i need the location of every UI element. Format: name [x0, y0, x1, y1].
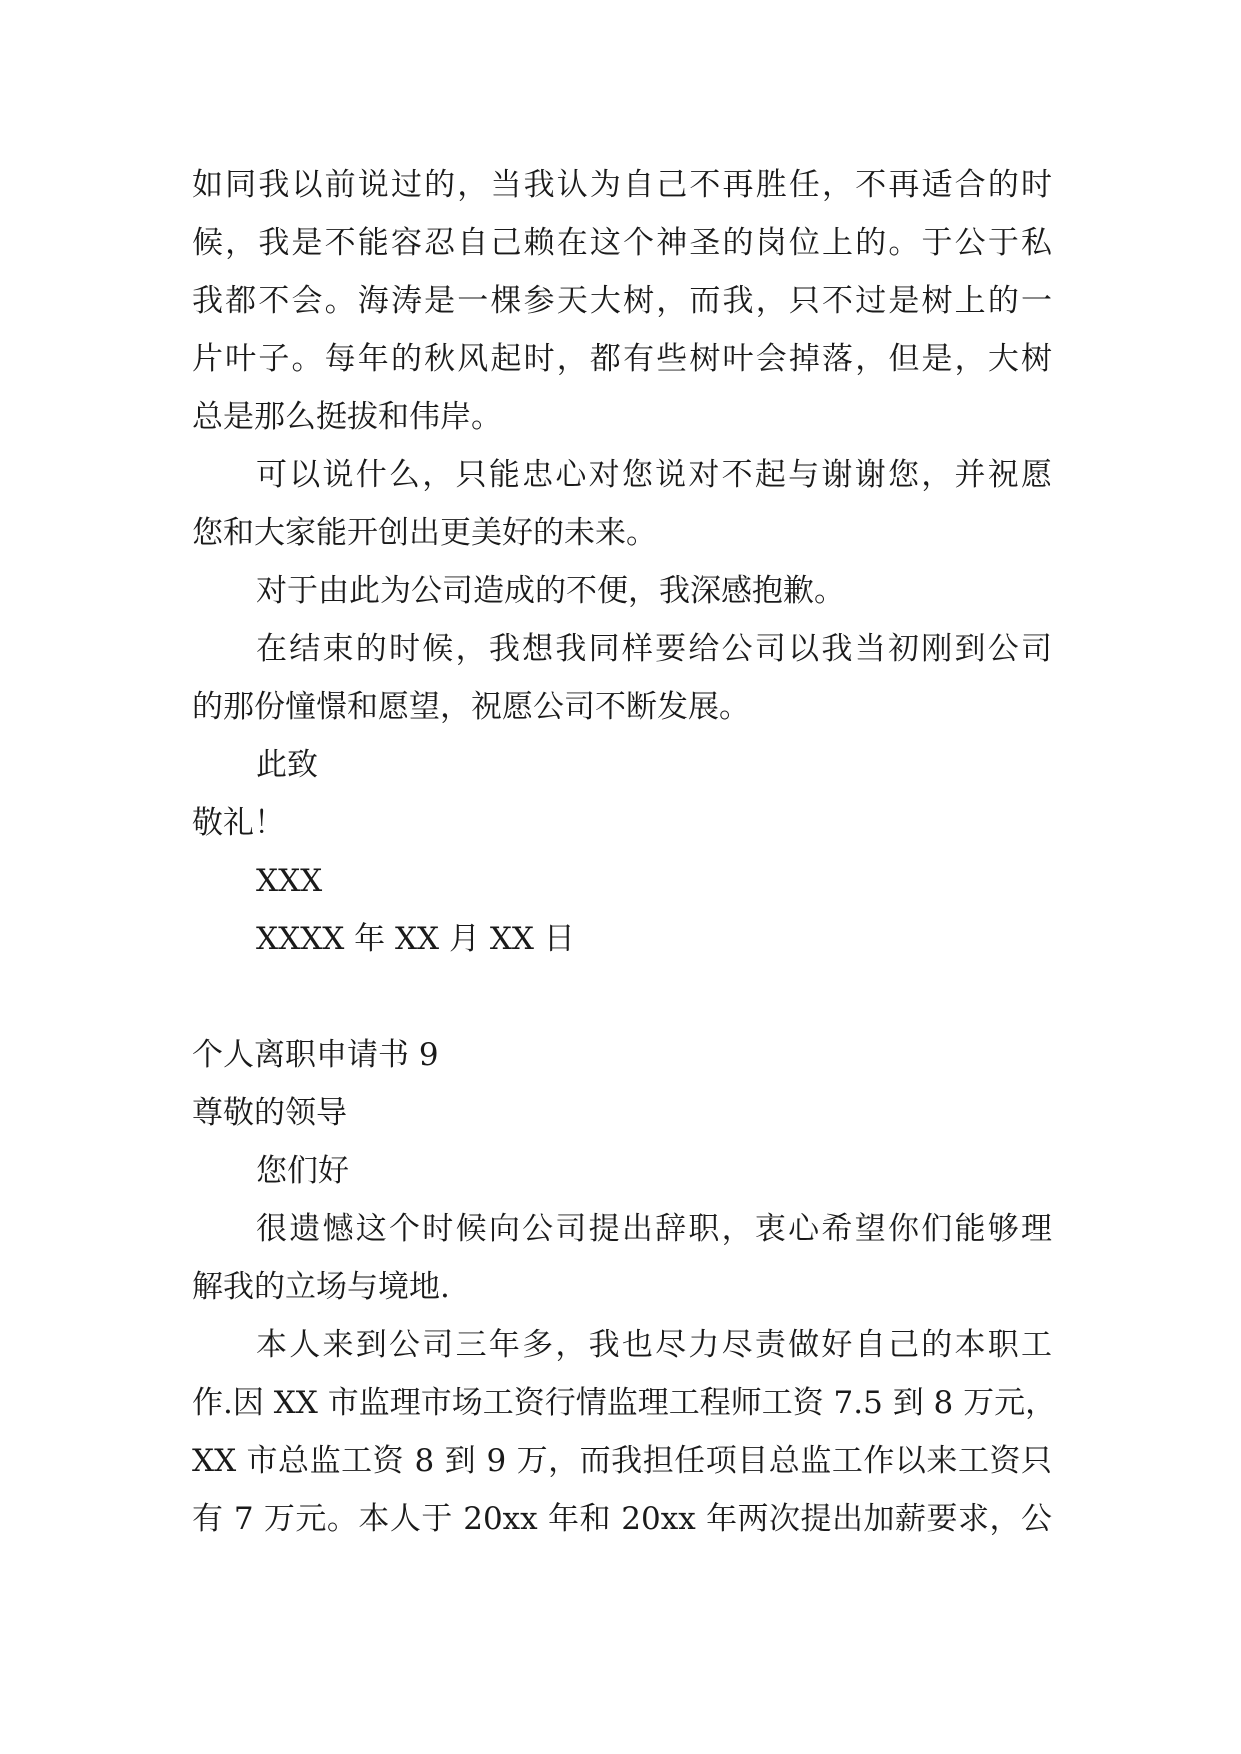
paragraph-line: 对于由此为公司造成的不便，我深感抱歉。: [256, 573, 845, 609]
signature: XXX: [256, 863, 323, 899]
paragraph-line: 很遗憾这个时候向公司提出辞职，衷心希望你们能够理: [256, 1211, 1052, 1247]
paragraph-line: 本人来到公司三年多，我也尽力尽责做好自己的本职工: [256, 1327, 1052, 1363]
paragraph-line: 可以说什么，只能忠心对您说对不起与谢谢您，并祝愿: [256, 457, 1052, 493]
paragraph-line: 候，我是不能容忍自己赖在这个神圣的岗位上的。于公于私: [192, 225, 1052, 261]
date: XXXX 年 XX 月 XX 日: [256, 921, 575, 957]
paragraph-line: 您和大家能开创出更美好的未来。: [192, 515, 657, 551]
salutation: 尊敬的领导: [192, 1095, 347, 1131]
paragraph-line: 总是那么挺拔和伟岸。: [192, 399, 502, 435]
paragraph-line: 如同我以前说过的，当我认为自己不再胜任，不再适合的时: [192, 167, 1052, 203]
section-title: 个人离职申请书 9: [192, 1037, 439, 1073]
paragraph-line: 我都不会。海涛是一棵参天大树，而我，只不过是树上的一: [192, 283, 1052, 319]
paragraph-line: 有 7 万元。本人于 20xx 年和 20xx 年两次提出加薪要求，公: [192, 1501, 1052, 1537]
paragraph-line: XX 市总监工资 8 到 9 万，而我担任项目总监工作以来工资只: [192, 1443, 1052, 1479]
paragraph-line: 的那份憧憬和愿望，祝愿公司不断发展。: [192, 689, 750, 725]
paragraph-line: 在结束的时候，我想我同样要给公司以我当初刚到公司: [256, 631, 1052, 667]
greeting: 您们好: [256, 1153, 349, 1189]
closing-line: 此致: [256, 747, 318, 783]
paragraph-line: 解我的立场与境地.: [192, 1269, 450, 1305]
paragraph-line: 片叶子。每年的秋风起时，都有些树叶会掉落，但是，大树: [192, 341, 1052, 377]
closing-line: 敬礼！: [192, 805, 285, 841]
paragraph-line: 作.因 XX 市监理市场工资行情监理工程师工资 7.5 到 8 万元，: [192, 1385, 1057, 1421]
